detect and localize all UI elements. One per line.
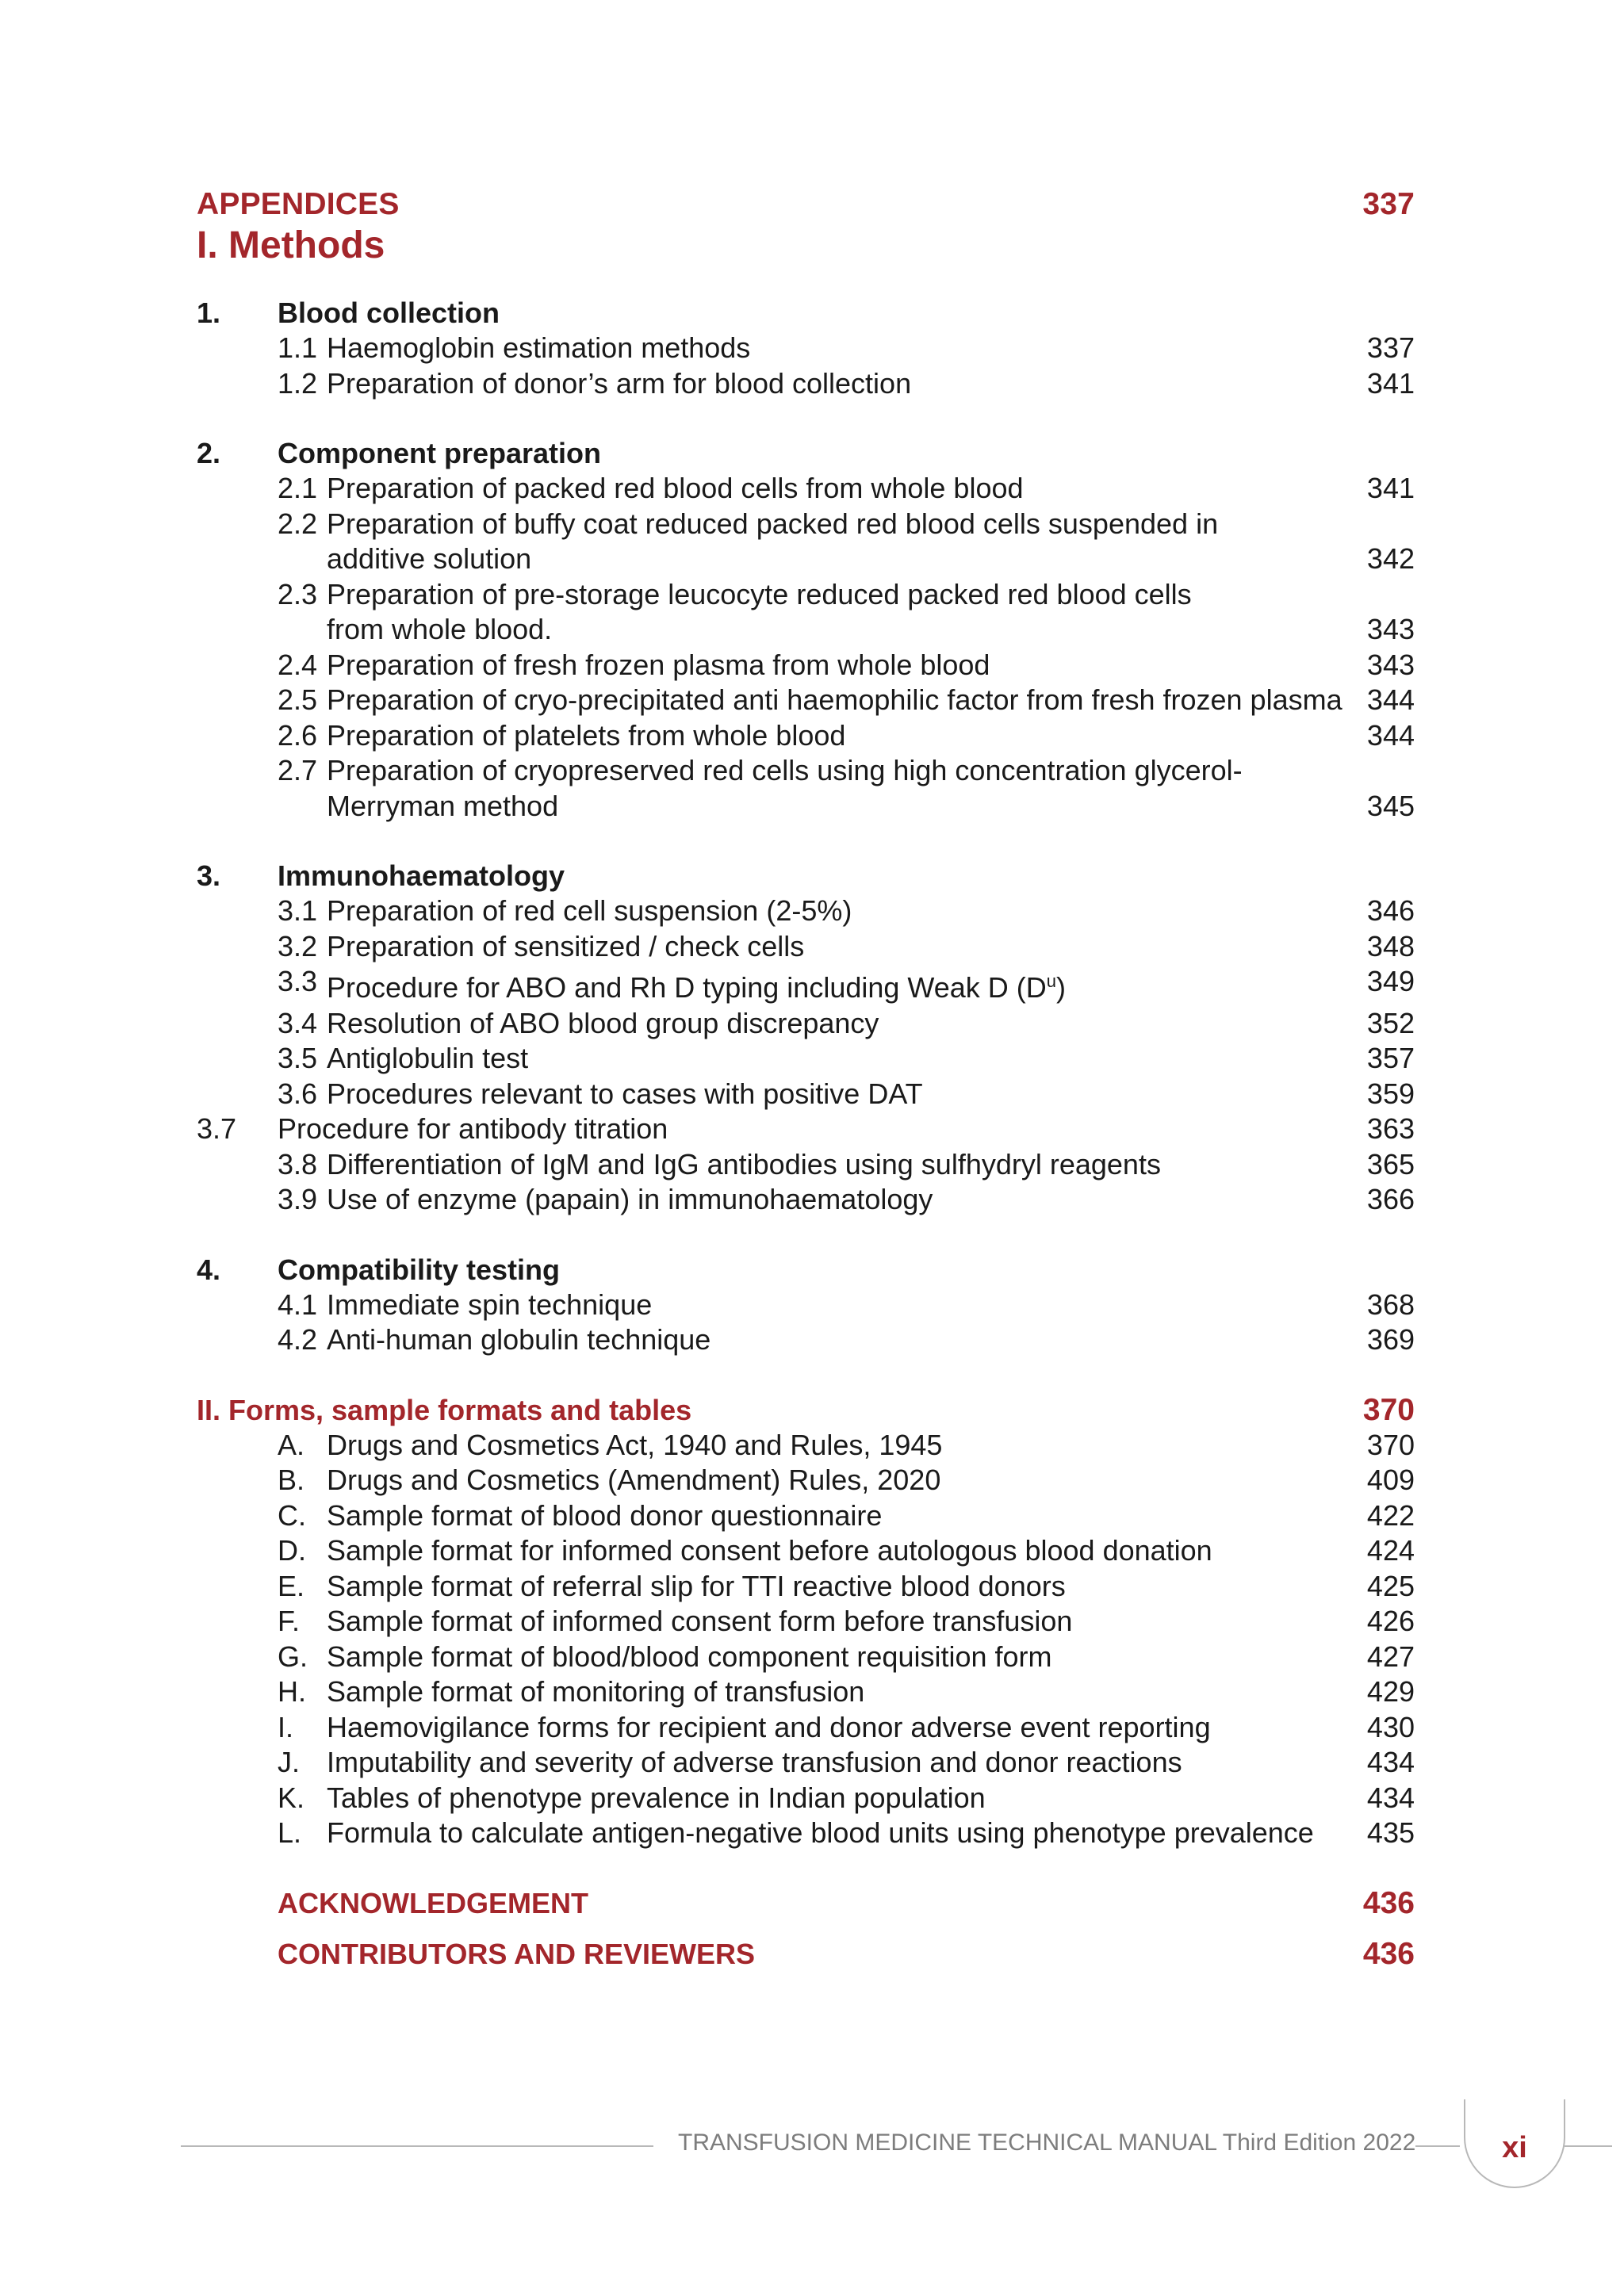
- entry-letter: I.: [278, 1710, 294, 1743]
- entry-page: 341: [1366, 366, 1415, 400]
- entry-page: 348: [1366, 929, 1415, 962]
- entry-text: Preparation of cryopreserved red cells using high concentration glycerol-: [327, 754, 1243, 786]
- entry-text: Preparation of red cell suspension (2-5%): [327, 894, 852, 927]
- entry-text: Drugs and Cosmetics (Amendment) Rules, 2020: [327, 1464, 941, 1496]
- footer-rule: [181, 2145, 653, 2147]
- entry-text: Procedure for ABO and Rh D typing including Weak D $(D^u)$: [327, 971, 1067, 1004]
- entry-text: Sample format of referral slip for TTI reactive blood donors: [327, 1569, 1066, 1602]
- entry-page: 426: [1366, 1605, 1415, 1637]
- entry-text: Sample format of blood donor questionnaire: [327, 1498, 883, 1532]
- section-heading: [197, 436, 1415, 471]
- entry-page: 366: [1366, 1183, 1415, 1215]
- toc-entry: [197, 1498, 1415, 1534]
- entry-text: Tables of phenotype prevalence in Indian population: [327, 1781, 986, 1814]
- entry-number: 2.3: [278, 577, 318, 610]
- entry-number: 3.9: [278, 1183, 318, 1215]
- appendices-page: 337: [1362, 187, 1415, 221]
- entry-text: Preparation of buffy coat reduced packed red blood cells suspended in: [327, 507, 1219, 540]
- contributors-heading: [197, 1937, 1415, 1972]
- entry-text: Preparation of pre-storage leucocyte reduced packed red blood cells: [327, 577, 1192, 610]
- toc-entry: [197, 1710, 1415, 1746]
- entry-number: 4.1: [278, 1288, 318, 1321]
- entry-number: 3.5: [278, 1042, 318, 1074]
- entry-number: 2.5: [278, 683, 318, 716]
- toc-entry: [197, 1781, 1415, 1816]
- toc-entry: [197, 753, 1415, 824]
- entry-page: 368: [1366, 1288, 1415, 1321]
- entry-page: 343: [1366, 613, 1415, 645]
- appendices-heading: [197, 187, 1415, 222]
- toc-entry: [197, 1041, 1415, 1077]
- toc-entry: [197, 366, 1415, 402]
- forms-heading: [197, 1393, 1415, 1428]
- toc-entry: [197, 894, 1415, 929]
- toc-entry: [197, 1463, 1415, 1498]
- toc-entry: [197, 1077, 1415, 1112]
- entry-letter: H.: [278, 1675, 306, 1708]
- entry-page: 343: [1366, 648, 1415, 681]
- entry-number: 3.6: [278, 1077, 318, 1110]
- entry-number: 3.8: [278, 1147, 318, 1181]
- entry-number: 3.7: [197, 1112, 237, 1145]
- toc-entry: [197, 964, 1415, 1006]
- superscript-u: u: [1046, 971, 1057, 991]
- toc-entry: [197, 507, 1415, 577]
- entry-text: Sample format for informed consent before autologous blood donation: [327, 1534, 1212, 1567]
- toc-entry: [197, 1182, 1415, 1218]
- section-blood-collection: [197, 296, 1415, 401]
- toc-entry: [197, 1604, 1415, 1640]
- entry-text: Drugs and Cosmetics Act, 1940 and Rules, 1945: [327, 1428, 943, 1461]
- section-component-preparation: [197, 436, 1415, 824]
- entry-number: 3.2: [278, 929, 318, 962]
- entry-letter: B.: [278, 1464, 305, 1496]
- entry-text: Preparation of platelets from whole blood: [327, 718, 846, 752]
- section-number: 4.: [197, 1253, 221, 1286]
- entry-page: 342: [1366, 542, 1415, 575]
- methods-title: I. Methods: [197, 224, 385, 266]
- entry-text: Use of enzyme (papain) in immunohaematology: [327, 1183, 933, 1215]
- entry-page: 352: [1366, 1006, 1415, 1039]
- entry-number: 2.7: [278, 754, 318, 786]
- entry-text-continued: additive solution: [327, 542, 532, 575]
- entry-number: 3.4: [278, 1006, 318, 1039]
- entry-letter: C.: [278, 1498, 306, 1532]
- toc-entry: [197, 1006, 1415, 1042]
- entry-letter: A.: [278, 1428, 305, 1461]
- entry-text: Haemoglobin estimation methods: [327, 331, 751, 364]
- entry-page: 365: [1366, 1147, 1415, 1181]
- entry-text: Preparation of cryo-precipitated anti haemophilic factor from fresh frozen plasma: [327, 683, 1342, 716]
- toc-entry: [197, 1288, 1415, 1323]
- entry-page: 424: [1366, 1534, 1415, 1567]
- entry-text: Preparation of packed red blood cells from whole blood: [327, 472, 1024, 504]
- toc-entry: [197, 1428, 1415, 1464]
- entry-text: Preparation of fresh frozen plasma from whole blood: [327, 648, 990, 681]
- entry-text: Imputability and severity of adverse transfusion and donor reactions: [327, 1746, 1182, 1778]
- entry-text: Anti-human globulin technique: [327, 1323, 711, 1356]
- entry-text: Formula to calculate antigen-negative blood units using phenotype prevalence: [327, 1816, 1314, 1849]
- entry-text: Differentiation of IgM and IgG antibodies using sulfhydryl reagents: [327, 1147, 1161, 1181]
- entry-number: 3.1: [278, 894, 318, 927]
- entry-text: Immediate spin technique: [327, 1288, 653, 1321]
- methods-sections: [197, 296, 1415, 1972]
- section-title: Compatibility testing: [278, 1253, 561, 1286]
- entry-text: Haemovigilance forms for recipient and donor adverse event reporting: [327, 1710, 1211, 1743]
- page-footer: [0, 2125, 1624, 2220]
- entry-number: 2.6: [278, 718, 318, 752]
- entry-text: Sample format of monitoring of transfusion: [327, 1675, 865, 1708]
- entry-number: 4.2: [278, 1323, 318, 1356]
- entry-page: 430: [1366, 1710, 1415, 1743]
- entry-page: 435: [1366, 1816, 1415, 1849]
- contributors-title: CONTRIBUTORS AND REVIEWERS: [278, 1937, 756, 1970]
- entry-page: 337: [1366, 331, 1415, 364]
- acknowledgement-heading: [197, 1886, 1415, 1921]
- entry-text: Preparation of donor’s arm for blood collection: [327, 366, 912, 400]
- appendices-title: APPENDICES: [197, 187, 400, 221]
- toc-entry: [197, 1640, 1415, 1675]
- entry-page: 345: [1366, 789, 1415, 822]
- section-immunohaematology: [197, 859, 1415, 1218]
- entry-letter: K.: [278, 1781, 305, 1814]
- entry-number: 2.4: [278, 648, 318, 681]
- entry-page: 349: [1366, 965, 1415, 997]
- entry-page: 357: [1366, 1042, 1415, 1074]
- section-heading: [197, 1253, 1415, 1288]
- entry-number: 1.2: [278, 366, 318, 400]
- toc-entry: [197, 577, 1415, 648]
- entry-text: Sample format of informed consent form before transfusion: [327, 1605, 1073, 1637]
- entry-page: 370: [1366, 1428, 1415, 1461]
- toc-entry: [197, 1112, 1415, 1147]
- entry-page: 429: [1366, 1675, 1415, 1708]
- forms-page: 370: [1362, 1392, 1415, 1427]
- entry-letter: G.: [278, 1640, 308, 1673]
- section-heading: [197, 859, 1415, 894]
- entry-letter: D.: [278, 1534, 306, 1567]
- entry-text-continued: Merryman method: [327, 789, 559, 822]
- section-title: Component preparation: [278, 437, 602, 469]
- entry-page: 344: [1366, 683, 1415, 716]
- section-number: 3.: [197, 859, 221, 892]
- entry-page: 422: [1366, 1498, 1415, 1532]
- forms-title: II. Forms, sample formats and tables: [197, 1393, 692, 1426]
- entry-letter: E.: [278, 1569, 305, 1602]
- entry-number: 2.2: [278, 507, 318, 540]
- acknowledgement-title: ACKNOWLEDGEMENT: [278, 1886, 588, 1919]
- entry-page: 427: [1366, 1640, 1415, 1673]
- entry-page: 359: [1366, 1077, 1415, 1110]
- entry-page: 425: [1366, 1569, 1415, 1602]
- entry-page: 344: [1366, 718, 1415, 752]
- toc-entry: [197, 1745, 1415, 1781]
- entry-page: 369: [1366, 1323, 1415, 1356]
- entry-page: 363: [1366, 1112, 1415, 1145]
- entry-text: Procedures relevant to cases with positive DAT: [327, 1077, 923, 1110]
- toc-entry: [197, 331, 1415, 366]
- entry-number: 2.1: [278, 472, 318, 504]
- entry-page: 346: [1366, 894, 1415, 927]
- entry-letter: J.: [278, 1746, 301, 1778]
- entry-page: 434: [1366, 1781, 1415, 1814]
- section-number: 2.: [197, 437, 221, 469]
- entry-text-continued: from whole blood.: [327, 613, 553, 645]
- entry-page: 409: [1366, 1464, 1415, 1496]
- entry-text: Procedure for antibody titration: [278, 1112, 668, 1145]
- footer-rule: [1415, 2145, 1460, 2147]
- toc-entry: [197, 1816, 1415, 1851]
- contributors-page: 436: [1362, 1936, 1415, 1971]
- section-heading: [197, 296, 1415, 331]
- page-number: xi: [1502, 2131, 1527, 2164]
- toc-entry: [197, 471, 1415, 507]
- toc-entry: [197, 1569, 1415, 1605]
- entry-text: Sample format of blood/blood component requisition form: [327, 1640, 1052, 1673]
- toc-entry: [197, 718, 1415, 754]
- entry-text: Preparation of sensitized / check cells: [327, 929, 805, 962]
- section-compatibility-testing: [197, 1253, 1415, 1358]
- footer-title: TRANSFUSION MEDICINE TECHNICAL MANUAL Third Edition 2022: [678, 2130, 1416, 2156]
- entry-number: 1.1: [278, 331, 318, 364]
- section-number: 1.: [197, 297, 221, 329]
- toc-entry: [197, 1533, 1415, 1569]
- toc-entry: [197, 1147, 1415, 1183]
- footer-rule: [1565, 2145, 1612, 2147]
- toc-entry: [197, 648, 1415, 683]
- toc-entry: [197, 1322, 1415, 1358]
- acknowledgement-page: 436: [1362, 1885, 1415, 1920]
- entry-text: Resolution of ABO blood group discrepancy: [327, 1006, 879, 1039]
- toc-entry: [197, 929, 1415, 965]
- section-forms: [197, 1393, 1415, 1851]
- entry-number: 3.3: [278, 965, 318, 997]
- section-title: Blood collection: [278, 297, 500, 329]
- toc-entry: [197, 683, 1415, 718]
- toc-content: [197, 187, 1415, 1972]
- entry-page: 341: [1366, 472, 1415, 504]
- section-title: Immunohaematology: [278, 859, 565, 892]
- entry-text: Antiglobulin test: [327, 1042, 529, 1074]
- entry-page: 434: [1366, 1746, 1415, 1778]
- entry-letter: L.: [278, 1816, 302, 1849]
- entry-letter: F.: [278, 1605, 301, 1637]
- toc-entry: [197, 1674, 1415, 1710]
